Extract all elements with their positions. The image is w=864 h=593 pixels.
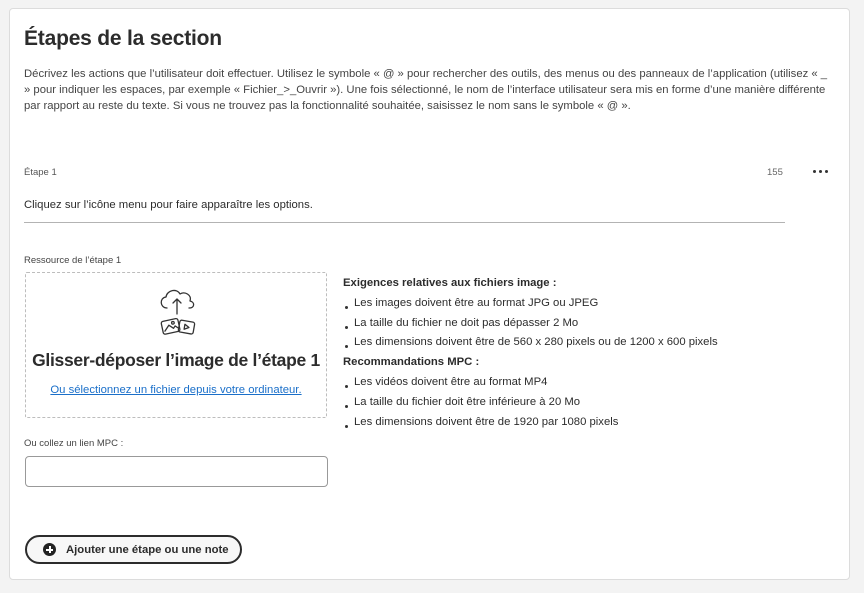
dropzone-title: Glisser-déposer l’image de l’étape 1	[32, 350, 320, 370]
mpc-link-label: Ou collez un lien MPC :	[24, 438, 124, 449]
list-item: La taille du fichier doit être inférieure à 20 Mo	[343, 393, 718, 413]
image-requirements-heading: Exigences relatives aux fichiers image :	[343, 277, 557, 289]
cloud-upload-image-video-icon	[155, 286, 201, 342]
step-text-field[interactable]: Cliquez sur l’icône menu pour faire apparaître les options.	[24, 197, 785, 223]
list-item: Les vidéos doivent être au format MP4	[343, 373, 718, 393]
mpc-recommendations-heading: Recommandations MPC :	[343, 356, 480, 369]
add-step-or-note-button[interactable]	[25, 535, 242, 564]
more-horizontal-icon	[811, 170, 829, 173]
section-description: Décrivez les actions que l’utilisateur doit effectuer. Utilisez le symbole « @ » pour rechercher des outils, des menus ou des panneaux de l’application (utilisez « _ » pour indiquer les espaces, par exemple « Fichier_>_Ouvrir »). Une fois sélectionné, le nom de l’interface utilisateur sera mis en forme d’une manière différente par rapport au reste du texte. Si vous ne trouvez pas la fonctionnalité souhaitée, saisissez le nom sans le symbole « @ ».	[24, 68, 828, 112]
section-steps-card	[9, 8, 850, 580]
image-dropzone[interactable]	[25, 272, 327, 418]
plus-circle-icon	[43, 543, 56, 556]
section-title: Étapes de la section	[24, 27, 222, 50]
list-item: La taille du fichier ne doit pas dépasser 2 Mo	[343, 314, 718, 334]
step-label: Étape 1	[24, 167, 57, 178]
select-file-link[interactable]: Ou sélectionnez un fichier depuis votre ordinateur.	[50, 384, 302, 396]
list-item: Les dimensions doivent être de 560 x 280 pixels ou de 1200 x 600 pixels	[343, 333, 718, 353]
list-item: Les images doivent être au format JPG ou JPEG	[343, 294, 718, 314]
step-more-options-button[interactable]	[806, 160, 834, 182]
file-requirements	[343, 274, 718, 432]
resource-label: Ressource de l’étape 1	[24, 255, 122, 266]
mpc-link-input[interactable]	[25, 456, 328, 487]
list-item: Les dimensions doivent être de 1920 par 1080 pixels	[343, 413, 718, 433]
step-char-count: 155	[767, 167, 783, 178]
add-step-label: Ajouter une étape ou une note	[66, 543, 229, 556]
